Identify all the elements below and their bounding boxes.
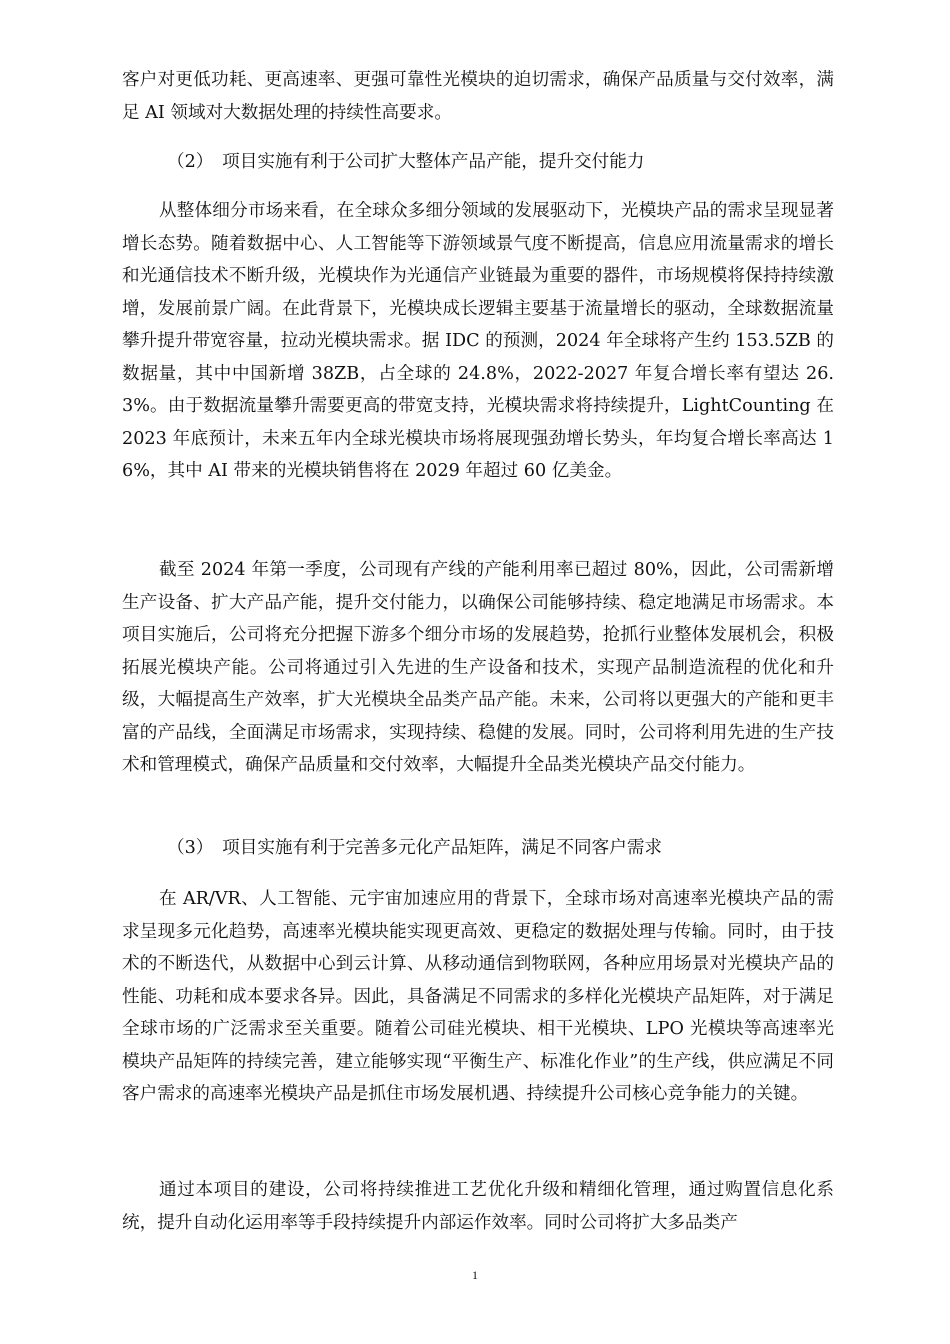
section-heading-3: （3） 项目实施有利于完善多元化产品矩阵，满足不同客户需求 — [167, 838, 663, 858]
section-heading-2: （2） 项目实施有利于公司扩大整体产品产能，提升交付能力 — [167, 152, 645, 172]
paragraph-product-matrix: 在 AR/VR、人工智能、元宇宙加速应用的背景下，全球市场对高速率光模块产品的需求呈现多元化趋势，高速率光模块能实现更高效、更稳定的数据处理与传输。同时，由于技术的不断迭代，从数据中心到云计算、从移动通信到物联网，各种应用场景对光模块产品的性能、功耗和成本要求各异。因此，具备满足不同需求的多样化光模块产品矩阵，对于满足全球市场的广泛需求至关重要。随着公司硅光模块、相干光模块、LPO 光模块等高速率光模块产品矩阵的持续完善，建立能够实现“平衡生产、标准化作业”的生产线，供应满足不同客户需求的高速率光模块产品是抓住市场发展机遇、持续提升公司核心竞争能力的关键。 — [122, 889, 834, 1104]
paragraph-project-construction: 通过本项目的建设，公司将持续推进工艺优化升级和精细化管理，通过购置信息化系统，提升自动化运用率等手段持续提升内部运作效率。同时公司将扩大多品类产 — [122, 1180, 834, 1233]
paragraph-capacity-utilization: 截至 2024 年第一季度，公司现有产线的产能利用率已超过 80%，因此，公司需新增生产设备、扩大产品产能，提升交付能力，以确保公司能够持续、稳定地满足市场需求。本项目实施后，公司将充分把握下游多个细分市场的发展趋势，抢抓行业整体发展机会，积极拓展光模块产能。公司将通过引入先进的生产设备和技术，实现产品制造流程的优化和升级，大幅提高生产效率，扩大光模块全品类产品产能。未来，公司将以更强大的产能和更丰富的产品线，全面满足市场需求，实现持续、稳健的发展。同时，公司将利用先进的生产技术和管理模式，确保产品质量和交付效率，大幅提升全品类光模块产品交付能力。 — [122, 560, 834, 775]
page-number: 1 — [472, 1268, 478, 1282]
paragraph-market-growth: 从整体细分市场来看，在全球众多细分领域的发展驱动下，光模块产品的需求呈现显著增长态势。随着数据中心、人工智能等下游领域景气度不断提高，信息应用流量需求的增长和光通信技术不断升级，光模块作为光通信产业链最为重要的器件，市场规模将保持持续激增，发展前景广阔。在此背景下，光模块成长逻辑主要基于流量增长的驱动，全球数据流量攀升提升带宽容量，拉动光模块需求。据 IDC 的预测，2024 年全球将产生约 153.5ZB 的数据量，其中中国新增 38ZB，占全球的 24.8%，2022-2027 年复合增长率有望达 26.3%。由于数据流量攀升需要更高的带宽支持，光模块需求将持续提升，LightCounting 在 2023 年底预计，未来五年内全球光模块市场将展现强劲增长势头，年均复合增长率高达 16%，其中 AI 带来的光模块销售将在 2029 年超过 60 亿美金。 — [122, 201, 834, 481]
paragraph-intro-continued: 客户对更低功耗、更高速率、更强可靠性光模块的迫切需求，确保产品质量与交付效率，满足 AI 领域对大数据处理的持续性高要求。 — [122, 70, 834, 123]
